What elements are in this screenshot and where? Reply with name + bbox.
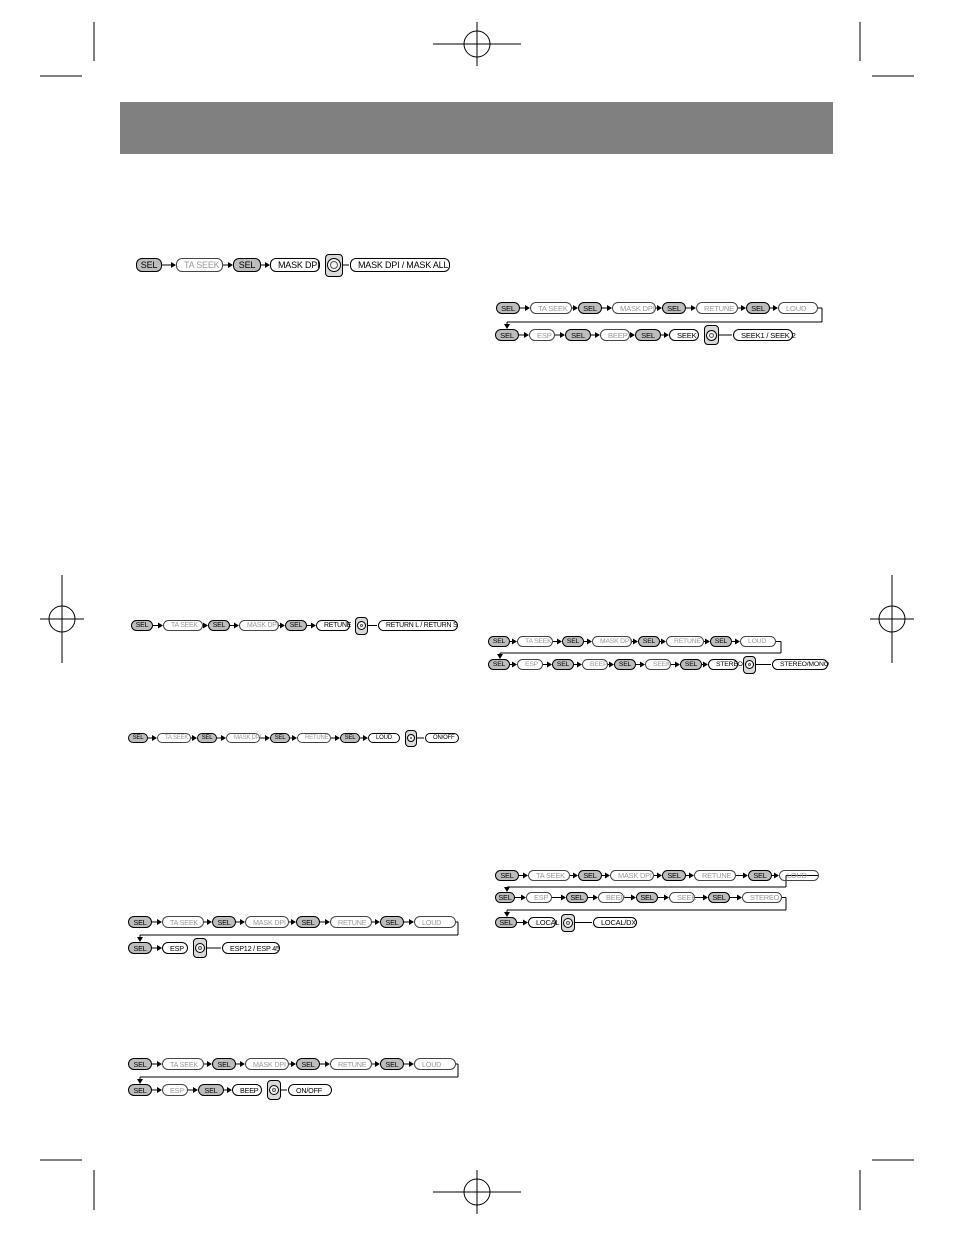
- menu-item: BEEP: [600, 329, 630, 341]
- volume-knob-icon: [355, 617, 368, 635]
- volume-knob-icon: [561, 914, 575, 932]
- menu-result: ESP12 / ESP 45: [222, 942, 280, 954]
- menu-item: MASK DPI: [245, 1058, 289, 1070]
- sel-button[interactable]: SEL: [128, 733, 148, 743]
- menu-item: SEEK: [645, 659, 671, 670]
- menu-item: ESP: [162, 942, 188, 954]
- knob-ring: [269, 1085, 279, 1095]
- menu-item: TA SEEK: [163, 620, 203, 631]
- menu-item: TA SEEK: [162, 1058, 204, 1070]
- sel-button[interactable]: SEL: [638, 636, 660, 647]
- menu-item: SEEK: [669, 329, 699, 341]
- menu-item: STEREO: [742, 892, 782, 903]
- sel-button[interactable]: SEL: [562, 636, 584, 647]
- menu-item: LOCAL: [528, 917, 556, 928]
- menu-item: MASK DPI: [245, 916, 289, 928]
- sel-button[interactable]: SEL: [662, 870, 686, 881]
- sel-button[interactable]: SEL: [270, 733, 290, 743]
- sel-button[interactable]: SEL: [578, 302, 602, 314]
- sel-button[interactable]: SEL: [635, 329, 661, 341]
- sel-button[interactable]: SEL: [128, 916, 152, 928]
- menu-item: ESP: [517, 659, 543, 670]
- menu-item: LOUD: [740, 636, 776, 647]
- menu-item: RETUNE: [316, 620, 350, 631]
- menu-item: SEEK: [669, 892, 695, 903]
- sel-button[interactable]: SEL: [710, 636, 732, 647]
- knob-ring: [407, 734, 415, 742]
- menu-item: BEEP: [582, 659, 608, 670]
- menu-item: LOUD: [778, 302, 818, 314]
- sel-button[interactable]: SEL: [198, 1084, 224, 1096]
- knob-ring: [357, 621, 366, 630]
- sel-button[interactable]: SEL: [578, 870, 602, 881]
- menu-item: TA SEEK: [530, 302, 572, 314]
- knob-ring: [745, 660, 754, 669]
- sel-button[interactable]: SEL: [495, 870, 519, 881]
- sel-button[interactable]: SEL: [488, 659, 510, 670]
- menu-item: RETUNE: [297, 733, 331, 743]
- sel-button[interactable]: SEL: [136, 258, 162, 272]
- menu-result: SEEK1 / SEEK 2: [733, 329, 793, 341]
- menu-item: RETUNE: [696, 302, 738, 314]
- sel-button[interactable]: SEL: [296, 1058, 320, 1070]
- menu-item: STEREO: [708, 659, 738, 670]
- menu-item: MASK DPI: [239, 620, 279, 631]
- menu-item: LOUD: [414, 1058, 456, 1070]
- volume-knob-icon: [193, 938, 207, 958]
- menu-item: ESP: [526, 892, 552, 903]
- knob-ring: [195, 943, 205, 953]
- menu-item: BEEP: [232, 1084, 262, 1096]
- sel-button[interactable]: SEL: [495, 917, 517, 928]
- volume-knob-icon: [704, 325, 719, 345]
- sel-button[interactable]: SEL: [552, 659, 574, 670]
- sel-button[interactable]: SEL: [212, 1058, 236, 1070]
- menu-item: BEEP: [598, 892, 624, 903]
- sel-button[interactable]: SEL: [708, 892, 730, 903]
- menu-item: ESP: [162, 1084, 188, 1096]
- knob-ring: [563, 918, 573, 928]
- menu-result: ON/OFF: [425, 733, 459, 743]
- knob-ring: [706, 330, 717, 341]
- menu-item: LOUD: [779, 870, 819, 881]
- sel-button[interactable]: SEL: [285, 620, 307, 631]
- sel-button[interactable]: SEL: [746, 302, 770, 314]
- menu-item: MASK DPI: [612, 302, 656, 314]
- menu-item: TA SEEK: [157, 733, 191, 743]
- sel-button[interactable]: SEL: [495, 892, 515, 903]
- sel-button[interactable]: SEL: [566, 892, 588, 903]
- menu-item: TA SEEK: [162, 916, 204, 928]
- menu-item: TA SEEK: [176, 258, 223, 272]
- sel-button[interactable]: SEL: [212, 916, 236, 928]
- menu-item: RETUNE: [330, 1058, 372, 1070]
- menu-item: TA SEEK: [528, 870, 570, 881]
- sel-button[interactable]: SEL: [680, 659, 702, 670]
- sel-button[interactable]: SEL: [488, 636, 510, 647]
- sel-button[interactable]: SEL: [748, 870, 772, 881]
- sel-button[interactable]: SEL: [380, 1058, 404, 1070]
- sel-button[interactable]: SEL: [614, 659, 636, 670]
- menu-item: ESP: [529, 329, 555, 341]
- menu-result: STEREO/MONO: [772, 659, 828, 670]
- menu-result: MASK DPI / MASK ALL: [350, 258, 450, 272]
- menu-item: TA SEEK: [517, 636, 553, 647]
- sel-button[interactable]: SEL: [233, 258, 261, 272]
- sel-button[interactable]: SEL: [296, 916, 320, 928]
- sel-button[interactable]: SEL: [340, 733, 360, 743]
- menu-item: RETUNE: [694, 870, 736, 881]
- menu-item: RETUNE: [666, 636, 704, 647]
- volume-knob-icon: [267, 1080, 281, 1100]
- menu-item: MASK DPI: [592, 636, 632, 647]
- sel-button[interactable]: SEL: [131, 620, 153, 631]
- menu-item: LOUD: [414, 916, 456, 928]
- sel-button[interactable]: SEL: [565, 329, 591, 341]
- volume-knob-icon: [743, 656, 756, 674]
- volume-knob-icon: [405, 730, 417, 747]
- volume-knob-icon: [325, 254, 343, 277]
- menu-item: RETUNE: [330, 916, 372, 928]
- sel-button[interactable]: SEL: [496, 302, 520, 314]
- sel-button[interactable]: SEL: [662, 302, 686, 314]
- sel-button[interactable]: SEL: [495, 329, 519, 341]
- menu-item: LOUD: [368, 733, 400, 743]
- sel-button[interactable]: SEL: [208, 620, 230, 631]
- menu-item: MASK DPI: [270, 258, 320, 272]
- sel-button[interactable]: SEL: [128, 942, 152, 954]
- menu-item: MASK DPI: [610, 870, 654, 881]
- menu-result: RETURN L / RETURN S: [378, 620, 458, 631]
- sel-button[interactable]: SEL: [197, 733, 217, 743]
- knob-ring: [327, 258, 341, 272]
- sel-button[interactable]: SEL: [636, 892, 658, 903]
- menu-result: ON/OFF: [288, 1084, 332, 1096]
- menu-item: MASK DPI: [226, 733, 260, 743]
- sel-button[interactable]: SEL: [380, 916, 404, 928]
- sel-button[interactable]: SEL: [128, 1084, 152, 1096]
- sel-button[interactable]: SEL: [128, 1058, 152, 1070]
- menu-result: LOCAL/DX: [593, 917, 637, 928]
